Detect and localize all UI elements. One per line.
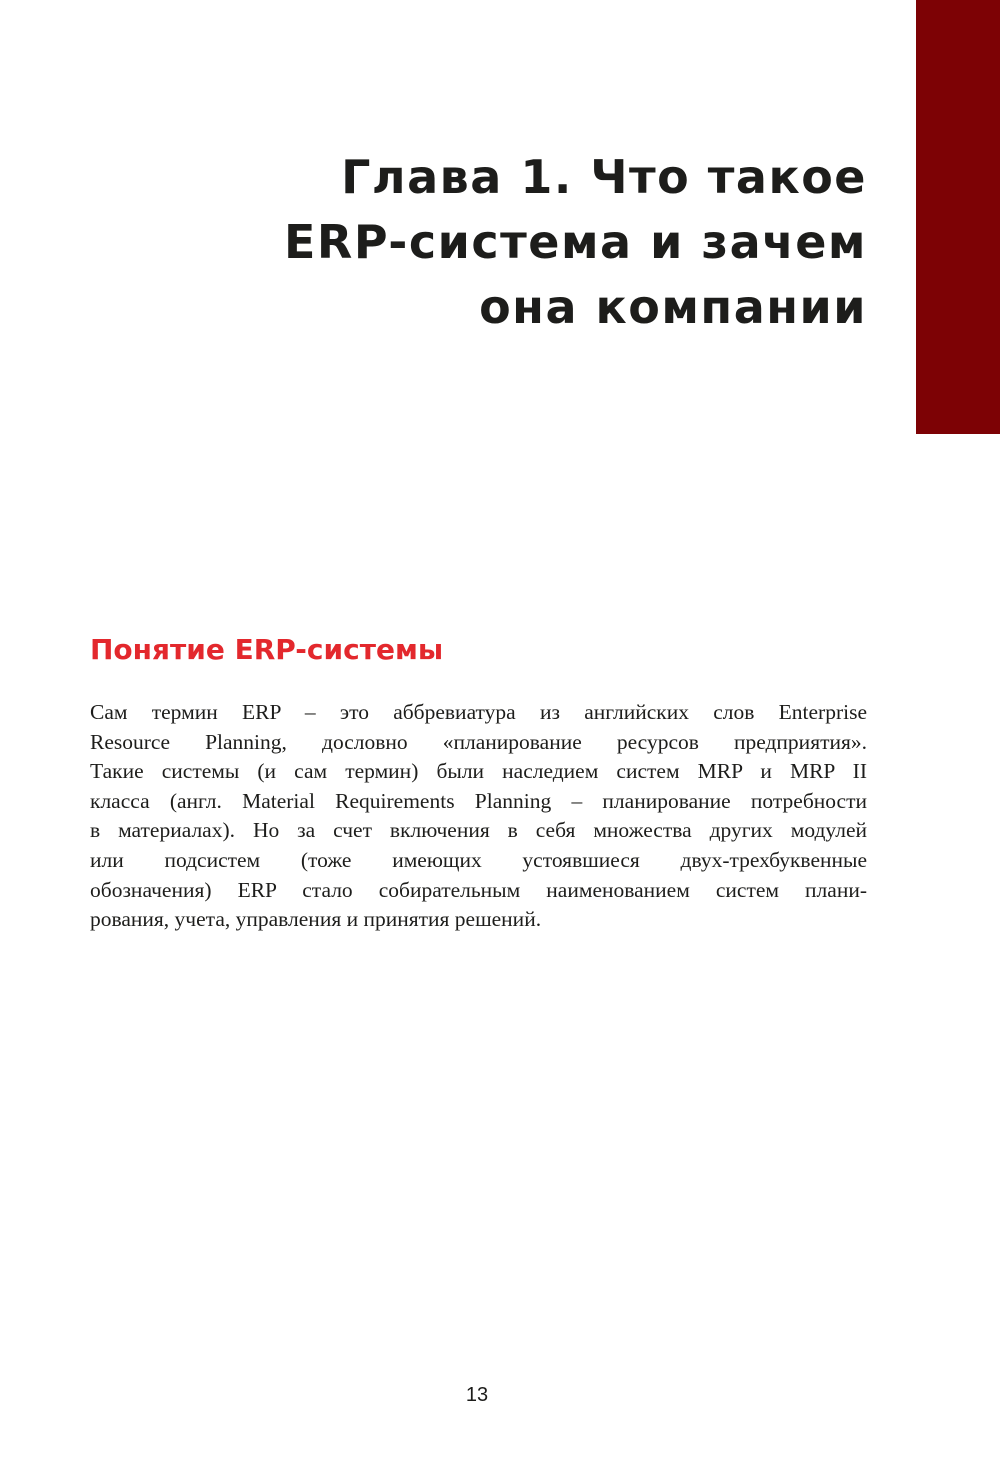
chapter-title-line: Глава 1. Что такое	[341, 150, 867, 204]
body-paragraph	[90, 698, 867, 935]
paragraph-line: Сам термин ERP – это аббревиатура из английских слов Enterprise	[90, 700, 867, 724]
paragraph-line: рования, учета, управления и принятия решений.	[90, 907, 542, 932]
paragraph-line: Resource Planning, дословно «планирование ресурсов предприятия».	[90, 729, 867, 754]
section-heading: Понятие ERP-системы	[90, 633, 444, 666]
paragraph-line: обозначения) ERP стало собирательным наименованием систем плани-	[90, 877, 867, 902]
chapter-title-line: ERP-система и зачем	[283, 215, 867, 269]
chapter-title	[267, 145, 867, 340]
chapter-color-tab	[916, 0, 1000, 434]
paragraph-line: или подсистем (тоже имеющих устоявшиеся двух-трехбуквенные	[90, 847, 867, 872]
paragraph-line: класса (англ. Material Requirements Planning – планирование потребности	[90, 788, 867, 813]
paragraph-line: Такие системы (и сам термин) были наследием систем MRP и MRP II	[90, 759, 867, 784]
chapter-title-line: она компании	[479, 280, 867, 334]
paragraph-line: в материалах). Но за счет включения в себя множества других модулей	[90, 818, 867, 843]
page-number: 13	[465, 1384, 489, 1406]
